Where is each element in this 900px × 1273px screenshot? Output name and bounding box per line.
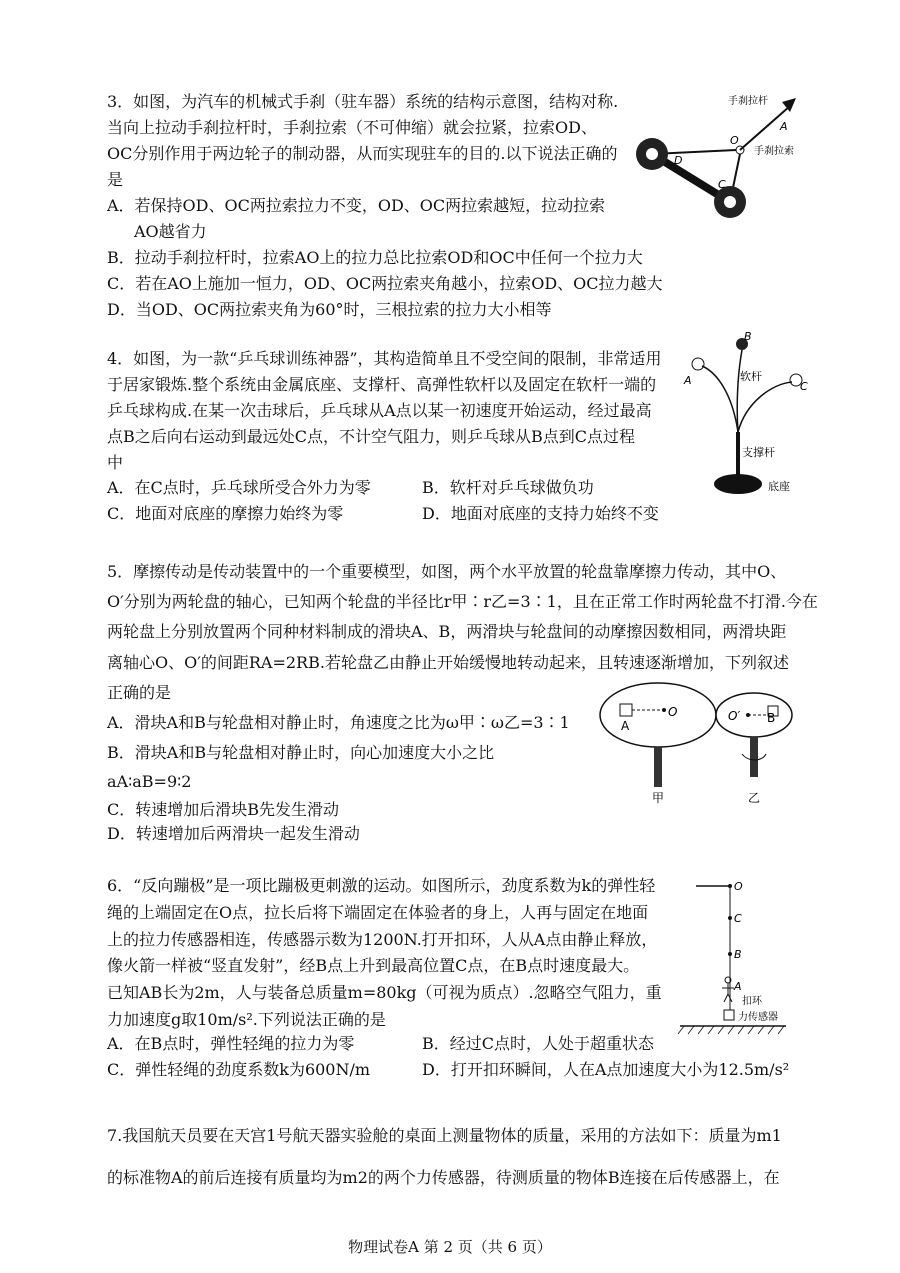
q6-line-4: 像火箭一样被“竖直发射”，经B点上升到最高位置C点，在B点时速度最大。	[107, 956, 640, 975]
q5-label-b: B	[767, 711, 776, 725]
q4-line-5: 中	[107, 453, 124, 472]
q5-option-a: A．滑块A和B与轮盘相对静止时，角速度之比为ω甲∶ω乙=3∶1	[107, 713, 570, 732]
q6-label-o: O	[734, 880, 743, 893]
q5-label-o: O	[668, 705, 678, 719]
q4-label-base: 底座	[768, 480, 790, 493]
q3-handbrake-figure	[630, 90, 810, 225]
q6-reverse-bungee-figure	[676, 876, 802, 1040]
q5-label-o-prime: O′	[728, 709, 741, 723]
q4-label-b: B	[744, 332, 752, 343]
q3-label-a: A	[780, 120, 788, 133]
q7-line-1: 7.我国航天员要在天宫1号航天器实验舱的桌面上测量物体的质量，采用的方法如下：质量为m1	[107, 1126, 782, 1145]
q4-option-a: A．在C点时，乒乓球所受合外力为零	[107, 478, 371, 497]
q5-line-4: 离轴心O、O′的间距RA=2RB.若轮盘乙由静止开始缓慢地转动起来，且转速逐渐增加，下列叙述	[107, 653, 789, 672]
q6-line-6: 力加速度g取10m/s².下列说法正确的是	[107, 1010, 386, 1029]
q4-line-3: 乒乓球构成.在某一次击球后，乒乓球从A点以某一初速度开始运动，经过最高	[107, 401, 652, 420]
q3-line-1: 3．如图，为汽车的机械式手刹（驻车器）系统的结构示意图，结构对称.	[107, 92, 619, 111]
q4-option-b: B．软杆对乒乓球做负功	[422, 478, 594, 497]
q6-line-3: 上的拉力传感器相连，传感器示数为1200N.打开扣环，人从A点由静止释放，	[107, 930, 658, 949]
q3-line-2: 当向上拉动手刹拉杆时，手刹拉索（不可伸缩）就会拉紧，拉索OD、	[107, 118, 597, 137]
q4-pingpong-trainer-figure	[676, 332, 816, 500]
q5-line-2: O′分别为两轮盘的轴心，已知两个轮盘的半径比r甲∶r乙=3∶1，且在正常工作时两轮盘不打滑.今在	[107, 592, 818, 611]
q3-label-o: O	[730, 134, 739, 147]
q4-label-rod: 软杆	[740, 370, 762, 383]
q4-line-1: 4．如图，为一款“乒乓球训练神器”，其构造简单且不受空间的限制，非常适用	[107, 349, 662, 368]
q6-line-2: 绳的上端固定在O点，拉长后将下端固定在体验者的身上，人再与固定在地面	[107, 903, 649, 922]
q7-line-2: 的标准物A的前后连接有质量均为m2的两个力传感器，待测质量的物体B连接在后传感器上，在	[107, 1168, 780, 1187]
q6-option-a: A．在B点时，弹性轻绳的拉力为零	[107, 1034, 355, 1053]
q3-label-lever: 手刹拉杆	[728, 96, 768, 107]
q4-option-c: C．地面对底座的摩擦力始终为零	[107, 504, 344, 523]
q4-option-d: D．地面对底座的支持力始终不变	[422, 504, 659, 523]
q3-option-b: B．拉动手刹拉杆时，拉索AO上的拉力总比拉索OD和OC中任何一个拉力大	[107, 248, 643, 267]
q3-line-4: 是	[107, 170, 124, 189]
q3-option-d: D．当OD、OC两拉索夹角为60°时，三根拉索的拉力大小相等	[107, 300, 552, 319]
q4-line-2: 于居家锻炼.整个系统由金属底座、支撑杆、高弹性软杆以及固定在软杆一端的	[107, 375, 657, 394]
q5-option-b-formula: aA∶aB=9∶2	[107, 772, 192, 791]
q5-option-d: D．转速增加后两滑块一起发生滑动	[107, 824, 360, 843]
q6-line-1: 6．“反向蹦极”是一项比蹦极更刺激的运动。如图所示，劲度系数为k的弹性轻	[107, 876, 656, 895]
q3-label-d: D	[674, 154, 683, 167]
q6-option-d: D．打开扣环瞬间，人在A点加速度大小为12.5m/s²	[422, 1060, 790, 1079]
q4-line-4: 点B之后向右运动到最远处C点，不计空气阻力，则乒乓球从B点到C点过程	[107, 427, 636, 446]
q5-label-jia: 甲	[652, 791, 665, 804]
q3-option-c: C．若在AO上施加一恒力，OD、OC两拉索夹角越小，拉索OD、OC拉力越大	[107, 274, 663, 293]
q5-label-a: A	[621, 719, 630, 733]
q6-label-b: B	[734, 948, 742, 961]
q6-option-b: B．经过C点时，人处于超重状态	[422, 1034, 655, 1053]
q6-label-c: C	[734, 912, 742, 925]
q5-option-c: C．转速增加后滑块B先发生滑动	[107, 800, 340, 819]
q4-label-support: 支撑杆	[742, 446, 775, 459]
q6-line-5: 已知AB长为2m，人与装备总质量m=80kg（可视为质点）.忽略空气阻力，重	[107, 983, 662, 1002]
q3-option-a-cont: AO越省力	[134, 222, 207, 241]
q4-label-c: C	[800, 380, 808, 393]
q6-label-buckle: 扣环	[742, 996, 762, 1007]
q3-label-c: C	[718, 178, 726, 191]
q3-label-cable: 手刹拉索	[754, 146, 794, 157]
q5-option-b: B．滑块A和B与轮盘相对静止时，向心加速度大小之比	[107, 743, 495, 762]
q5-label-yi: 乙	[748, 791, 761, 804]
q6-label-sensor: 力传感器	[738, 1012, 778, 1023]
q6-option-c: C．弹性轻绳的劲度系数k为600N/m	[107, 1060, 371, 1079]
q6-label-a: A	[734, 980, 742, 993]
q5-line-5: 正确的是	[107, 683, 172, 702]
page-footer: 物理试卷A 第 2 页（共 6 页）	[348, 1238, 552, 1256]
q3-line-3: OC分别作用于两边轮子的制动器，从而实现驻车的目的.以下说法正确的	[107, 144, 618, 163]
q5-friction-drive-figure	[598, 680, 800, 804]
q4-label-a: A	[684, 374, 692, 387]
q5-line-1: 5．摩擦传动是传动装置中的一个重要模型，如图，两个水平放置的轮盘靠摩擦力传动，其中O、	[107, 562, 787, 581]
q3-option-a: A．若保持OD、OC两拉索拉力不变，OD、OC两拉索越短，拉动拉索	[107, 196, 606, 215]
q5-line-3: 两轮盘上分别放置两个同种材料制成的滑块A、B，两滑块与轮盘间的动摩擦因数相同，两滑块距	[107, 622, 787, 641]
